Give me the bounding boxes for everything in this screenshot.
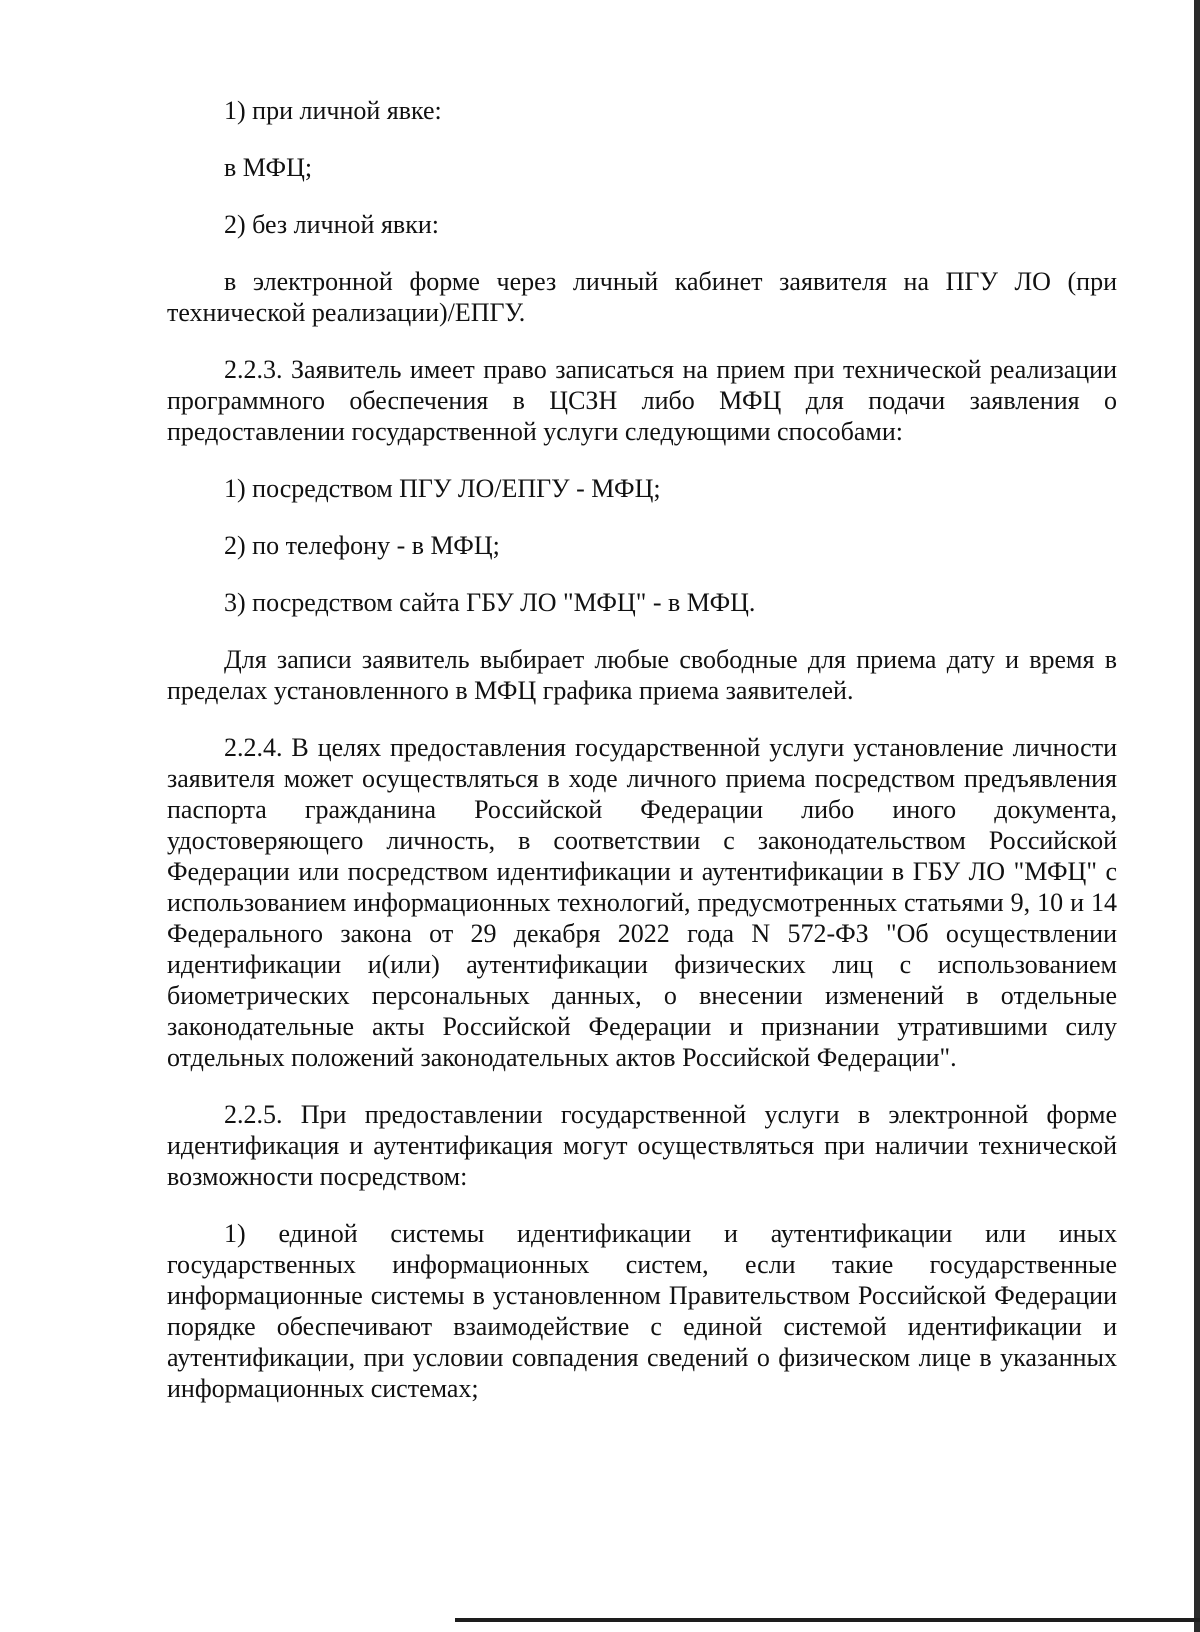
paragraph-7: 2) по телефону - в МФЦ; [224, 531, 500, 560]
bottom-edge-line [455, 1618, 1200, 1622]
paragraph-2: в МФЦ; [224, 153, 313, 182]
paragraph-3: 2) без личной явки: [224, 210, 439, 239]
paragraph-11: 2.2.5. При предоставлении государственной услуги в электронной форме идентификация и аутентификация могут осуществляться при наличии технической возможности посредством: [167, 1100, 1117, 1191]
paragraph-9: Для записи заявитель выбирает любые свободные для приема дату и время в пределах установленного в МФЦ графика приема заявителей. [167, 645, 1117, 705]
paragraph-6: 1) посредством ПГУ ЛО/ЕПГУ - МФЦ; [224, 474, 661, 503]
paragraph-5: 2.2.3. Заявитель имеет право записаться на прием при технической реализации программного обеспечения в ЦСЗН либо МФЦ для подачи заявления о предоставлении государственной услуги следующими способами: [167, 355, 1117, 446]
paragraph-4: в электронной форме через личный кабинет заявителя на ПГУ ЛО (при технической реализации)/ЕПГУ. [167, 267, 1117, 327]
document-body [167, 95, 1117, 1404]
paragraph-10: 2.2.4. В целях предоставления государственной услуги установление личности заявителя может осуществляться в ходе личного приема посредством предъявления паспорта гражданина Российской Федерации либо иного документа, удостоверяющего личность, в соответствии с законодательством Российской Федерации или посредством идентификации и аутентификации в ГБУ ЛО "МФЦ" с использованием информационных технологий, предусмотренных статьями 9, 10 и 14 Федерального закона от 29 декабря 2022 года N 572-ФЗ "Об осуществлении идентификации и(или) аутентификации физических лиц с использованием биометрических персональных данных, о внесении изменений в отдельные законодательные акты Российской Федерации и признании утратившими силу отдельных положений законодательных актов Российской Федерации". [167, 733, 1117, 1072]
paragraph-1: 1) при личной явке: [224, 96, 442, 125]
paragraph-8: 3) посредством сайта ГБУ ЛО "МФЦ" - в МФЦ. [224, 588, 756, 617]
paragraph-12: 1) единой системы идентификации и аутентификации или иных государственных информационных систем, если такие государственные информационные системы в установленном Правительством Российской Федерации порядке обеспечивают взаимодействие с единой системой идентификации и аутентификации, при условии совпадения сведений о физическом лице в указанных информационных системах; [167, 1219, 1117, 1403]
